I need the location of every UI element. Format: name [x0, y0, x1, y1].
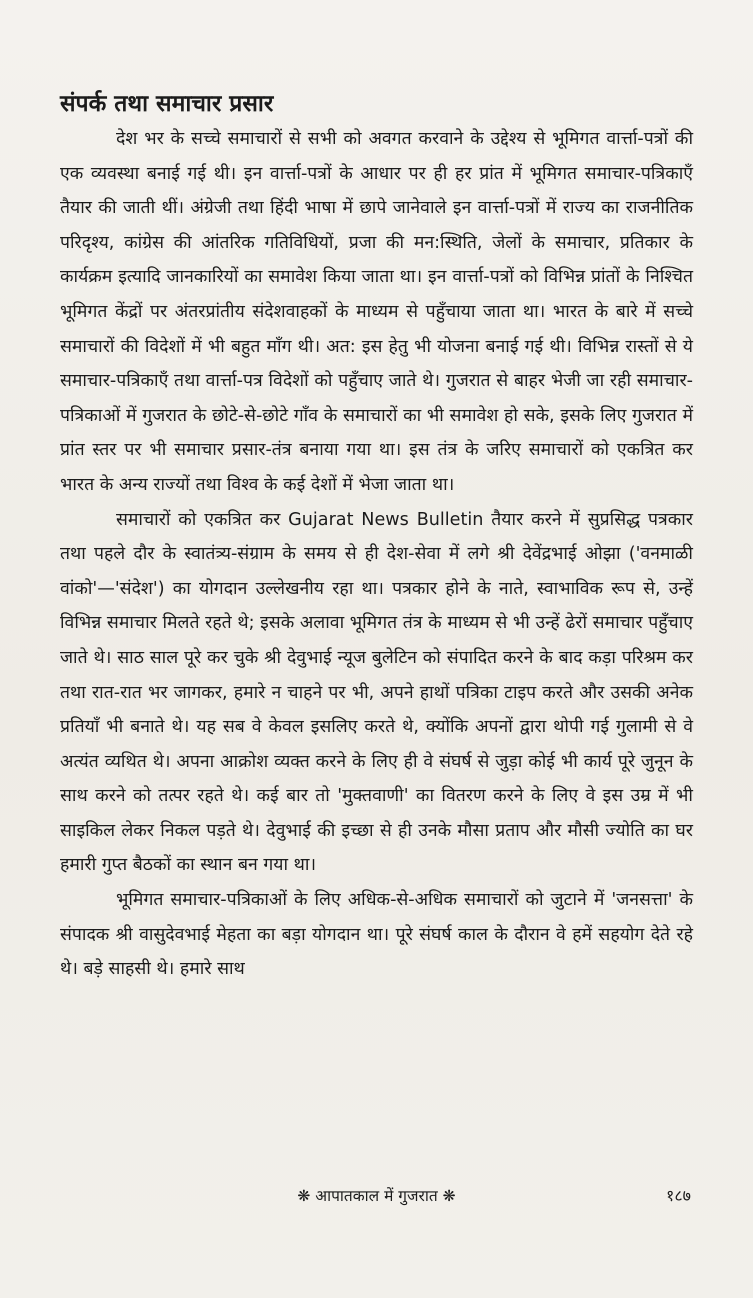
section-heading: संपर्क तथा समाचार प्रसार	[60, 91, 274, 117]
body-text	[60, 122, 693, 987]
page-number: १८७	[666, 1186, 691, 1205]
paragraph: समाचारों को एकत्रित कर Gujarat News Bulletin तैयार करने में सुप्रसिद्ध पत्रकार तथा पहले दौर के स्वातंत्र्य-संग्राम के समय से ही देश-सेवा में लगे श्री देवेंद्रभाई ओझा ('वनमाळी वांको'—'संदेश') का योगदान उल्लेखनीय रहा था। पत्रकार होने के नाते, स्वाभाविक रूप से, उन्हें विभिन्न समाचार मिलते रहते थे; इसके अलावा भूमिगत तंत्र के माध्यम से भी उन्हें ढेरों समाचार पहुँचाए जाते थे। साठ साल पूरे कर चुके श्री देवुभाई न्यूज बुलेटिन को संपादित करने के बाद कड़ा परिश्रम कर तथा रात-रात भर जागकर, हमारे न चाहने पर भी, अपने हाथों पत्रिका टाइप करते और उसकी अनेक प्रतियाँ भी बनाते थे। यह सब वे केवल इसलिए करते थे, क्योंकि अपनों द्वारा थोपी गई गुलामी से वे अत्यंत व्यथित थे। अपना आक्रोश व्यक्त करने के लिए ही वे संघर्ष से जुड़ा कोई भी कार्य पूरे जुनून के साथ करने को तत्पर रहते थे। कई बार तो 'मुक्तवाणी' का वितरण करने के लिए वे इस उम्र में भी साइकिल लेकर निकल पड़ते थे। देवुभाई की इच्छा से ही उनके मौसा प्रताप और मौसी ज्योति का घर हमारी गुप्त बैठकों का स्थान बन गया था।	[60, 509, 693, 876]
paragraph: देश भर के सच्चे समाचारों से सभी को अवगत करवाने के उद्देश्य से भूमिगत वार्त्ता-पत्रों की एक व्यवस्था बनाई गई थी। इन वार्त्ता-पत्रों के आधार पर ही हर प्रांत में भूमिगत समाचार-पत्रिकाएँ तैयार की जाती थीं। अंग्रेजी तथा हिंदी भाषा में छापे जानेवाले इन वार्त्ता-पत्रों में राज्य का राजनीतिक परिदृश्य, कांग्रेस की आंतरिक गतिविधियों, प्रजा की मन:स्थिति, जेलों के समाचार, प्रतिकार के कार्यक्रम इत्यादि जानकारियों का समावेश किया जाता था। इन वार्त्ता-पत्रों को विभिन्न प्रांतों के निश्चित भूमिगत केंद्रों पर अंतरप्रांतीय संदेशवाहकों के माध्यम से पहुँचाया जाता था। भारत के बारे में सच्चे समाचारों की विदेशों में भी बहुत माँग थी। अत: इस हेतु भी योजना बनाई गई थी। विभिन्न रास्तों से ये समाचार-पत्रिकाएँ तथा वार्त्ता-पत्र विदेशों को पहुँचाए जाते थे। गुजरात से बाहर भेजी जा रही समाचार-पत्रिकाओं में गुजरात के छोटे-से-छोटे गाँव के समाचारों का भी समावेश हो सके, इसके लिए गुजरात में प्रांत स्तर पर भी समाचार प्रसार-तंत्र बनाया गया था। इस तंत्र के जरिए समाचारों को एकत्रित कर भारत के अन्य राज्यों तथा विश्व के कई देशों में भेजा जाता था।	[60, 129, 693, 495]
running-footer-title: ❋ आपातकाल में गुजरात ❋	[297, 1187, 456, 1205]
paragraph: भूमिगत समाचार-पत्रिकाओं के लिए अधिक-से-अधिक समाचारों को जुटाने में 'जनसत्ता' के संपादक श्री वासुदेवभाई मेहता का बड़ा योगदान था। पूरे संघर्ष काल के दौरान वे हमें सहयोग देते रहे थे। बड़े साहसी थे। हमारे साथ	[60, 890, 693, 980]
